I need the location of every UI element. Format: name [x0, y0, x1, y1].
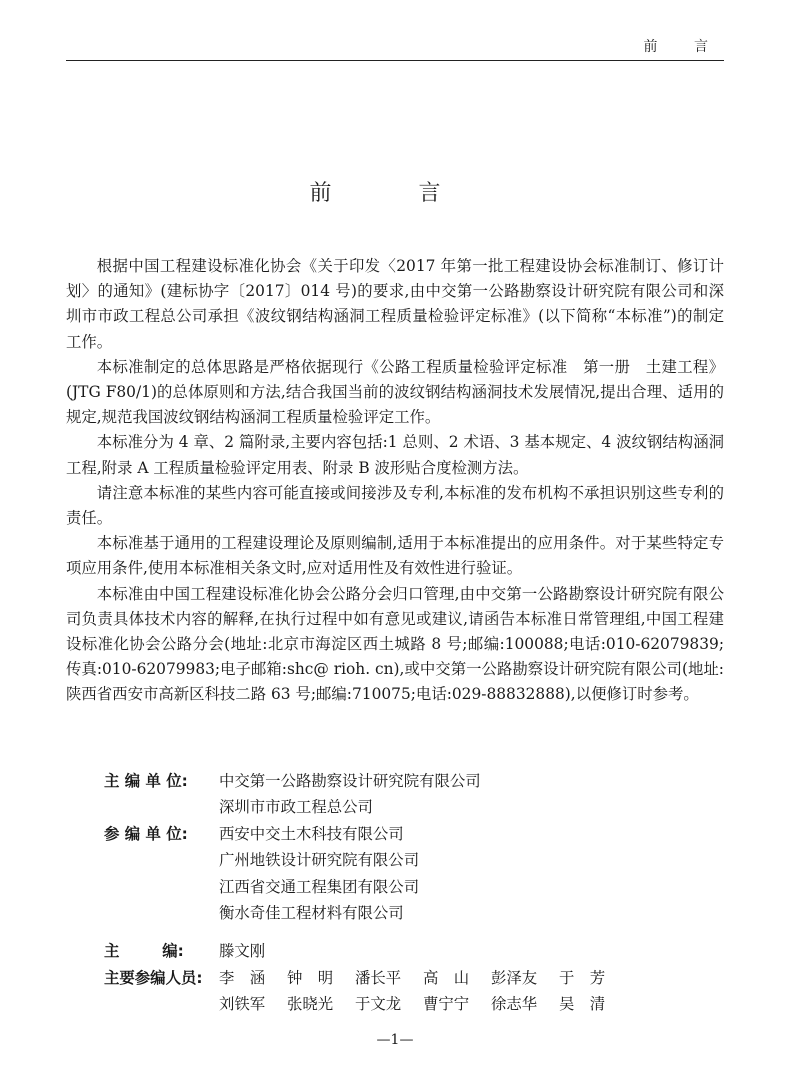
- paragraph-approach: 本标准制定的总体思路是严格依据现行《公路工程质量检验评定标准 第一册 土建工程》(JTG F80/1)的总体原则和方法,结合我国当前的波纹钢结构涵洞技术发展情况,提出合理、适用的规定,规范我国波纹钢结构涵洞工程质量检验评定工作。: [66, 357, 724, 427]
- chief-units-label: 主 编 单 位:: [104, 772, 188, 790]
- participating-units-list: [219, 821, 704, 927]
- participant-row: [219, 991, 704, 1017]
- paragraph-management: 本标准由中国工程建设标准化协会公路分会归口管理,由中交第一公路勘察设计研究院有限公司负责具体技术内容的解释,在执行过程中如有意见或建议,请函告本标准日常管理组,中国工程建设标准化协会公路分会(地址:北京市海淀区西土城路 8 号;邮编:100088;电话:010-62079839;传真:010-62079983;电子邮箱:shc@ rioh. cn),或中交第一公路勘察设计研究院有限公司(地址:陕西省西安市高新区科技二路 63 号;邮编:710075;电话:029-88832888),以便修订时参考。: [66, 584, 724, 704]
- participant-name: 曹宁宁: [423, 995, 470, 1014]
- body-text: [66, 254, 724, 708]
- participating-units-label: 参 编 单 位:: [104, 824, 188, 843]
- chief-editor: [104, 938, 704, 964]
- participant-name: 钟 明: [287, 968, 334, 987]
- running-header: 前 言: [643, 39, 724, 55]
- page-title: 前 言: [309, 181, 481, 206]
- page-number: —1—: [376, 1032, 414, 1048]
- participant-row: [219, 965, 704, 991]
- participant-name: 李 涵: [219, 968, 266, 987]
- chief-unit: 深圳市市政工程总公司: [219, 798, 373, 817]
- participant-name: 潘长平: [355, 968, 402, 987]
- participant-name: 彭泽友: [491, 968, 538, 987]
- chief-units: [104, 768, 704, 821]
- paragraph-patent-notice: 请注意本标准的某些内容可能直接或间接涉及专利,本标准的发布机构不承担识别这些专利的责任。: [66, 483, 724, 528]
- paragraph-structure: 本标准分为 4 章、2 篇附录,主要内容包括:1 总则、2 术语、3 基本规定、4 波纹钢结构涵洞工程,附录 A 工程质量检验评定用表、附录 B 波形贴合度检测方法。: [66, 433, 724, 477]
- main-participants-label: 主要参编人员:: [104, 968, 203, 987]
- paragraph-background: 根据中国工程建设标准化协会《关于印发〈2017 年第一批工程建设协会标准制订、修订计划〉的通知》(建标协字〔2017〕014 号)的要求,由中交第一公路勘察设计研究院有限公司和深圳市市政工程总公司承担《波纹钢结构涵洞工程质量检验评定标准》(以下简称“本标准”)的制定工作。: [66, 257, 724, 351]
- participating-unit: 西安中交土木科技有限公司: [219, 824, 404, 843]
- header-rule: [66, 60, 724, 61]
- credits: [104, 768, 704, 1018]
- participating-unit: 江西省交通工程集团有限公司: [219, 877, 420, 896]
- participant-name: 张晓光: [287, 995, 334, 1014]
- participating-unit: 衡水奇佳工程材料有限公司: [219, 904, 404, 923]
- participant-name: 吴 清: [559, 995, 606, 1014]
- chief-editor-label: 主 编:: [104, 942, 184, 961]
- participating-units: [104, 821, 704, 927]
- paragraph-applicability: 本标准基于通用的工程建设理论及原则编制,适用于本标准提出的应用条件。对于某些特定专项应用条件,使用本标准相关条文时,应对适用性及有效性进行验证。: [66, 534, 724, 578]
- participant-name: 于文龙: [355, 995, 402, 1014]
- participant-name: 刘铁军: [219, 995, 266, 1014]
- chief-editor-name: 滕文刚: [219, 942, 266, 961]
- chief-units-list: [219, 768, 704, 821]
- participant-name: 高 山: [423, 968, 470, 987]
- main-participants-list: [219, 965, 704, 1018]
- participant-name: 徐志华: [491, 995, 538, 1014]
- participant-name: 于 芳: [559, 968, 606, 987]
- main-participants: [104, 965, 704, 1018]
- chief-unit: 中交第一公路勘察设计研究院有限公司: [219, 772, 481, 790]
- participating-unit: 广州地铁设计研究院有限公司: [219, 851, 420, 870]
